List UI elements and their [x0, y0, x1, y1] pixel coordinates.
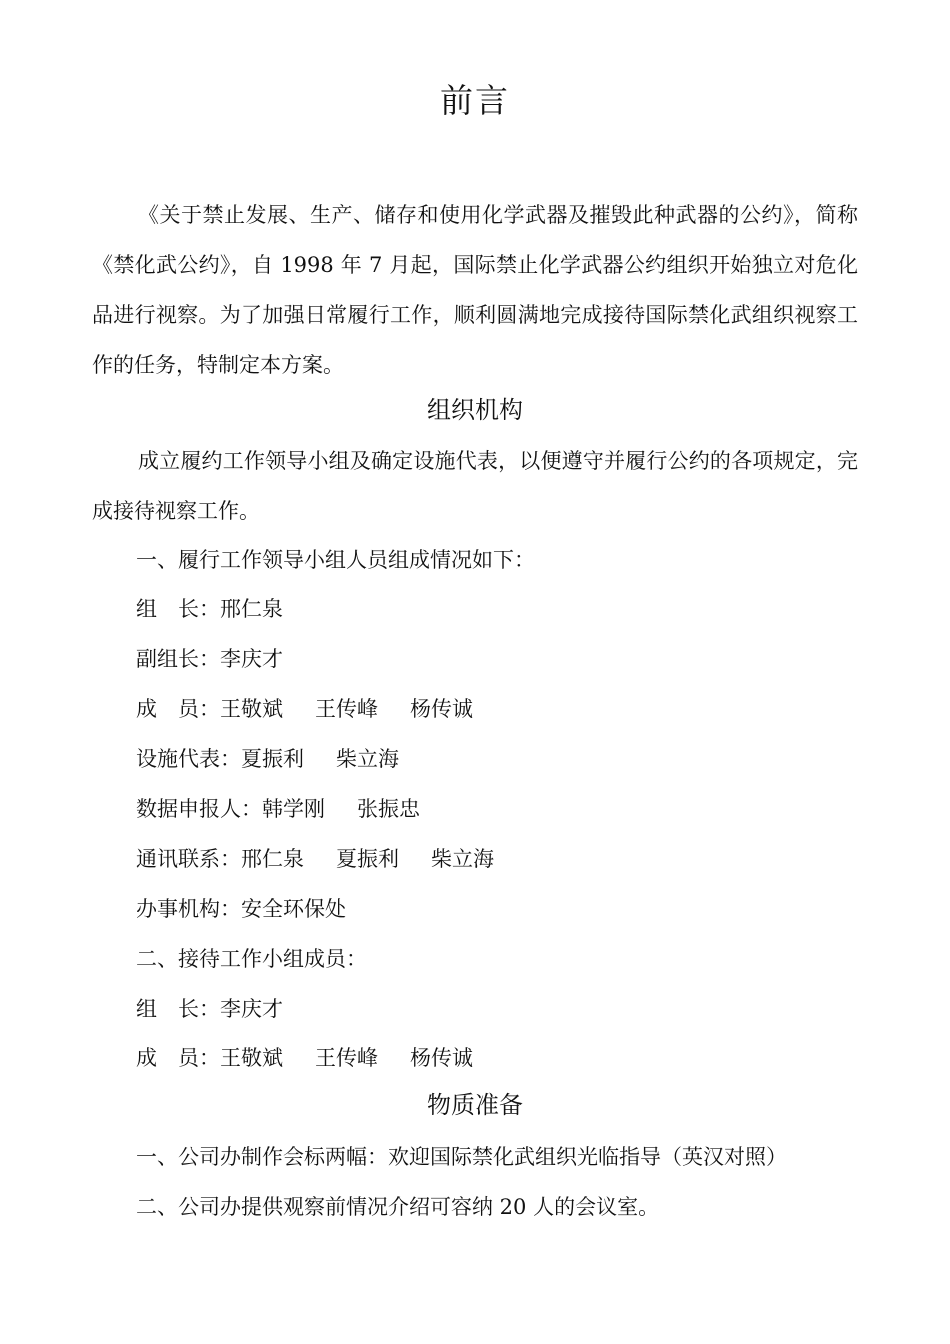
member-name: 王敬斌: [220, 697, 283, 721]
member-name: 王传峰: [315, 697, 378, 721]
office-label: 办事机构：: [136, 897, 241, 921]
comm-name: 邢仁泉: [241, 847, 304, 871]
group1-heading: 一、履行工作领导小组人员组成情况如下：: [136, 548, 535, 572]
organization-intro-paragraph: 成立履约工作领导小组及确定设施代表，以便遵守并履行公约的各项规定，完成接待视察工作。: [92, 449, 858, 523]
deputy-name: 李庆才: [220, 647, 283, 671]
comm-name: 夏振利: [336, 847, 399, 871]
facility-label: 设施代表：: [136, 747, 241, 771]
leader-line: [136, 592, 315, 626]
member2-name: 王敬斌: [220, 1046, 283, 1070]
leader2-label: 组 长：: [136, 997, 220, 1021]
facility-representative-line: [136, 742, 431, 776]
data-name: 张振忠: [357, 797, 420, 821]
office-line: [136, 892, 378, 926]
leader2-line: [136, 992, 315, 1026]
facility-name: 夏振利: [241, 747, 304, 771]
section-heading-organization: 组织机构: [427, 396, 523, 424]
leader2-name: 李庆才: [220, 997, 283, 1021]
leader-label: 组 长：: [136, 597, 220, 621]
comm-label: 通讯联系：: [136, 847, 241, 871]
leader-name: 邢仁泉: [220, 597, 283, 621]
deputy-line: [136, 642, 315, 676]
section-heading-materials: 物质准备: [427, 1091, 523, 1119]
communication-line: [136, 842, 526, 876]
deputy-label: 副组长：: [136, 647, 220, 671]
members-label: 成 员：: [136, 697, 220, 721]
materials-item-1: 一、公司办制作会标两幅：欢迎国际禁化武组织光临指导（英汉对照）: [136, 1145, 787, 1169]
page-title: 前言: [440, 81, 510, 120]
group2-heading: 二、接待工作小组成员：: [136, 947, 367, 971]
office-name: 安全环保处: [241, 897, 346, 921]
members-line: [136, 692, 505, 726]
intro-paragraph: 《关于禁止发展、生产、储存和使用化学武器及摧毁此种武器的公约》，简称《禁化武公约》，自 1998 年 7 月起，国际禁止化学武器公约组织开始独立对危化品进行视察。为了加强日常履行工作，顺利圆满地完成接待国际禁化武组织视察工作的任务，特制定本方案。: [92, 203, 858, 377]
materials-item-2: 二、公司办提供观察前情况介绍可容纳 20 人的会议室。: [136, 1195, 660, 1219]
members2-label: 成 员：: [136, 1046, 220, 1070]
member2-name: 王传峰: [315, 1046, 378, 1070]
data-name: 韩学刚: [262, 797, 325, 821]
member2-name: 杨传诚: [410, 1046, 473, 1070]
data-declarant-line: [136, 792, 452, 826]
comm-name: 柴立海: [431, 847, 494, 871]
members2-line: [136, 1041, 505, 1075]
data-label: 数据申报人：: [136, 797, 262, 821]
facility-name: 柴立海: [336, 747, 399, 771]
member-name: 杨传诚: [410, 697, 473, 721]
